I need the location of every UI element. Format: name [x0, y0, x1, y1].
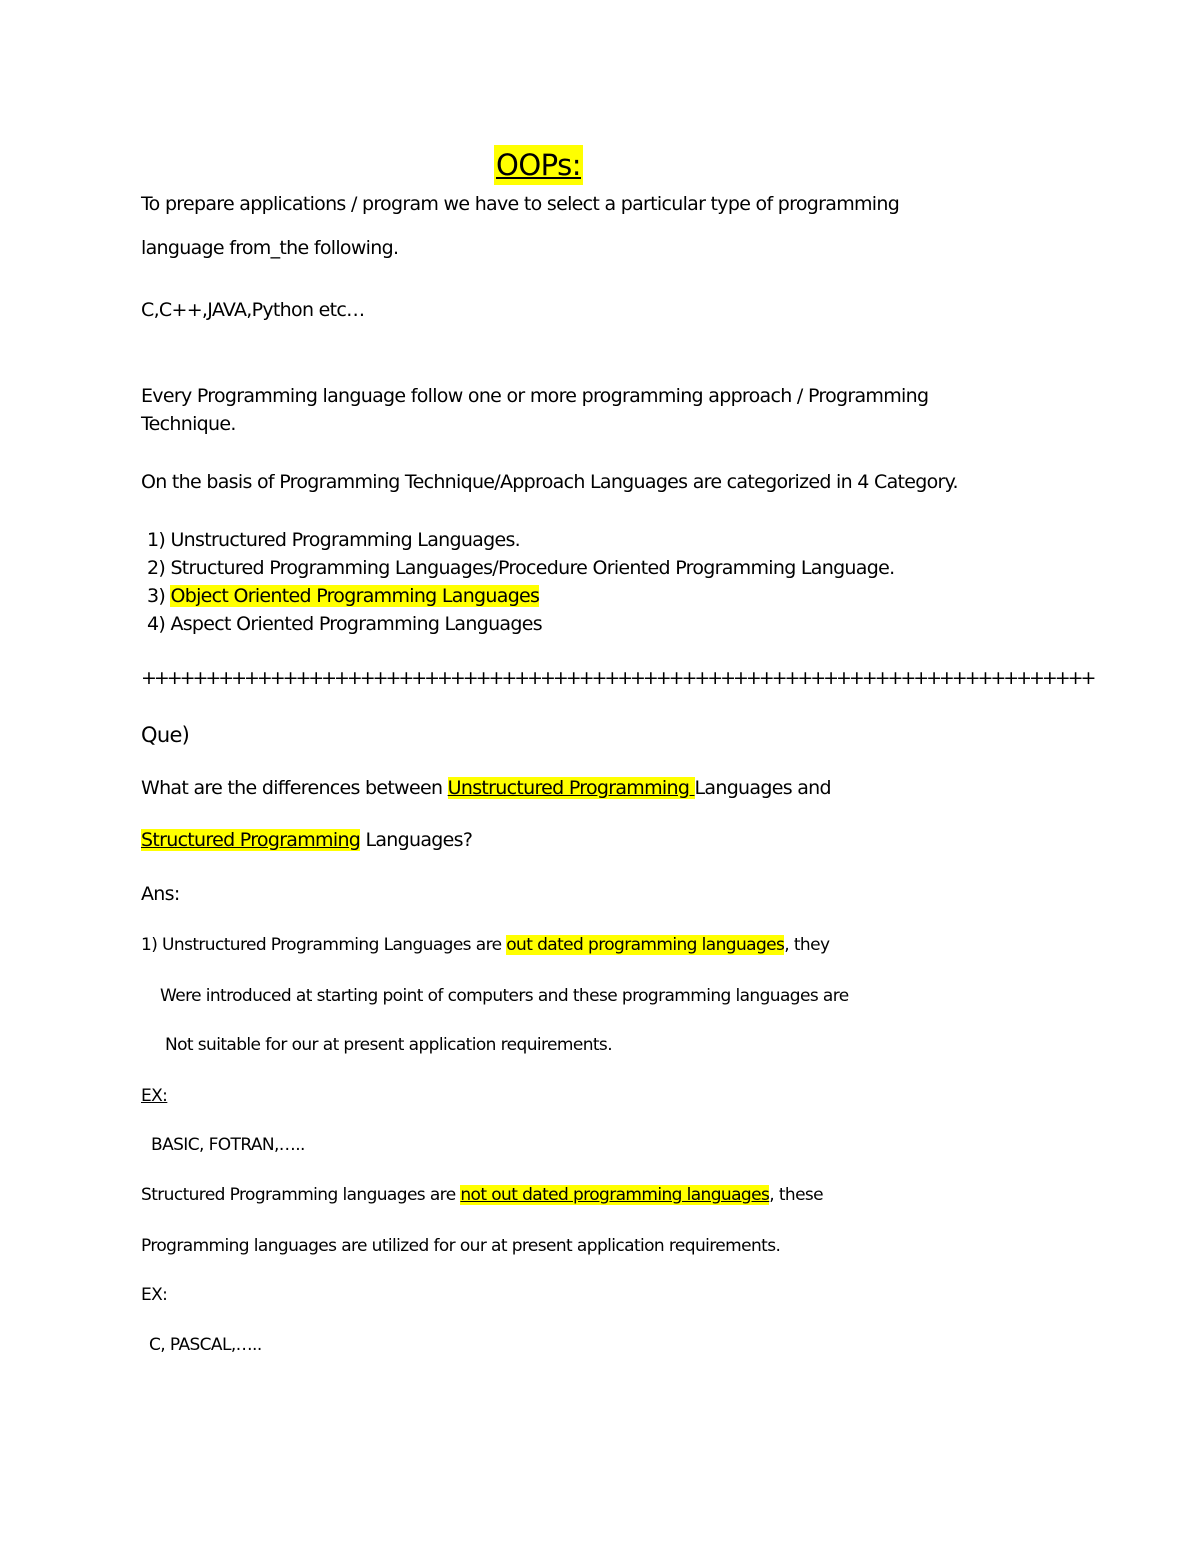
- category-item-3-highlight: Object Oriented Programming Languages: [170, 585, 540, 607]
- answer-point-1-line-1: [141, 932, 829, 958]
- question-line-1: [141, 775, 831, 801]
- category-item-4: 4) Aspect Oriented Programming Languages: [147, 613, 542, 635]
- question-line-2-end: Languages?: [360, 829, 473, 851]
- question-line-2: [141, 827, 472, 853]
- answer-point-1-line-2: Were introduced at starting point of computers and these programming languages are: [160, 986, 849, 1006]
- answer-highlight-not-outdated: not out dated programming languages: [460, 1185, 770, 1205]
- answer-point-2-line-2: Programming languages are utilized for our at present application requirements.: [141, 1236, 781, 1256]
- category-item-3-number: 3): [147, 585, 171, 607]
- question-line-1-end: Languages and: [694, 777, 831, 799]
- document-title: OOPs:: [494, 145, 583, 185]
- answer-highlight-outdated: out dated programming languages: [506, 935, 785, 955]
- example-values-2: C, PASCAL,…..: [149, 1335, 262, 1355]
- languages-example: C,C++,JAVA,Python etc…: [141, 299, 365, 321]
- category-item-1: 1) Unstructured Programming Languages.: [147, 529, 521, 551]
- example-values-1: BASIC, FOTRAN,…..: [151, 1135, 305, 1155]
- separator-line: ++++++++++++++++++++++++++++++++++++++++++++++++++++++++++++++++++++++++++: [141, 667, 1094, 689]
- category-item-3: [147, 583, 539, 609]
- answer-point-2-end: , these: [769, 1185, 824, 1205]
- intro-line-2: language from_the following.: [141, 237, 399, 259]
- category-item-2: 2) Structured Programming Languages/Procedure Oriented Programming Language.: [147, 557, 895, 579]
- approach-line-1: Every Programming language follow one or more programming approach / Programming: [141, 385, 929, 407]
- intro-line-1: To prepare applications / program we have to select a particular type of programming: [141, 193, 900, 215]
- categorization-statement: On the basis of Programming Technique/Approach Languages are categorized in 4 Category.: [141, 471, 958, 493]
- question-highlight-unstructured: Unstructured Programming: [447, 777, 695, 799]
- question-label: Que): [141, 723, 190, 747]
- answer-point-1-start: 1) Unstructured Programming Languages are: [141, 935, 507, 955]
- answer-label: Ans:: [141, 883, 180, 905]
- approach-line-2: Technique.: [141, 413, 236, 435]
- answer-point-1-line-3: Not suitable for our at present application requirements.: [165, 1035, 612, 1055]
- example-label-2: EX:: [141, 1285, 168, 1305]
- question-highlight-structured: Structured Programming: [141, 829, 361, 851]
- question-line-1-start: What are the differences between: [141, 777, 448, 799]
- answer-point-2-line-1: [141, 1182, 823, 1208]
- example-label-1: EX:: [141, 1086, 168, 1106]
- answer-point-1-end: , they: [784, 935, 830, 955]
- answer-point-2-start: Structured Programming languages are: [141, 1185, 461, 1205]
